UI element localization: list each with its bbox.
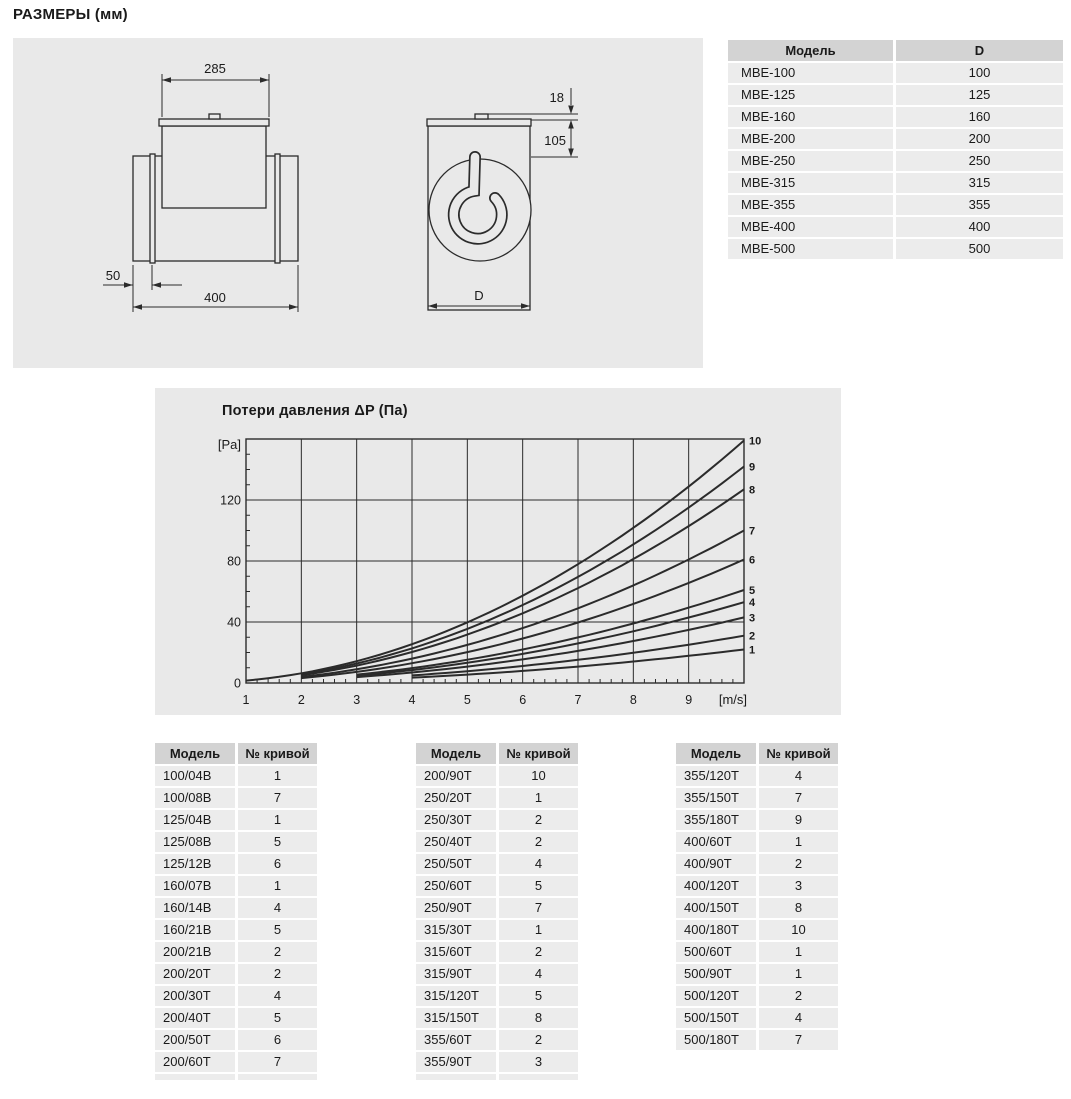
table-cell: 315/60T — [416, 942, 496, 962]
table-cell: 2 — [499, 1030, 578, 1050]
table-cell: 1 — [759, 832, 838, 852]
table-cell: 3 — [759, 876, 838, 896]
table-cell — [499, 1074, 578, 1080]
table-cell: 200/40T — [155, 1008, 235, 1028]
table-cell: 5 — [499, 986, 578, 1006]
table-row — [676, 832, 838, 852]
table-cell: 8 — [499, 1008, 578, 1028]
table-cell: 400 — [896, 217, 1063, 237]
table-cell: 2 — [499, 942, 578, 962]
table-row — [728, 195, 1063, 215]
table-row — [416, 854, 578, 874]
table-cell: 10 — [499, 766, 578, 786]
x-tick-label: 4 — [408, 693, 416, 707]
table-row — [155, 920, 317, 940]
table-header-row — [676, 743, 838, 764]
y-tick-label: 120 — [220, 493, 241, 508]
table-header-row — [728, 40, 1063, 61]
table-cell: 100/08B — [155, 788, 235, 808]
technical-drawing — [13, 38, 703, 368]
table-cell: MBE-200 — [728, 129, 893, 149]
table-cell: 250/60T — [416, 876, 496, 896]
table-cell: 400/150T — [676, 898, 756, 918]
table-cell: 400/90T — [676, 854, 756, 874]
table-row — [155, 1008, 317, 1028]
x-tick-label: 9 — [685, 693, 693, 707]
table-cell: 100/04B — [155, 766, 235, 786]
dim-285-label: 285 — [204, 61, 226, 76]
side-lid-knob — [475, 114, 488, 119]
table-cell: 200/60T — [155, 1052, 235, 1072]
curve-label-3: 3 — [749, 612, 756, 625]
table-cell: 315 — [896, 173, 1063, 193]
table-row — [728, 85, 1063, 105]
table-cell: 200/20T — [155, 964, 235, 984]
table-row — [416, 920, 578, 940]
table-cell: MBE-250 — [728, 151, 893, 171]
table-cell: 1 — [759, 942, 838, 962]
curve-label-10: 10 — [749, 435, 762, 448]
table-cell: 7 — [759, 788, 838, 808]
table-cell: 8 — [759, 898, 838, 918]
table-row — [155, 810, 317, 830]
table-row — [155, 788, 317, 808]
table-cell: 125/12B — [155, 854, 235, 874]
table-cell: 250/90T — [416, 898, 496, 918]
table-cell: 400/180T — [676, 920, 756, 940]
table-cell: 315/30T — [416, 920, 496, 940]
table-cell: MBE-100 — [728, 63, 893, 83]
table-cell: 125/08B — [155, 832, 235, 852]
table-cell: 7 — [759, 1030, 838, 1050]
table-cell: 2 — [238, 964, 317, 984]
table-cell: 5 — [238, 920, 317, 940]
table-cell: 1 — [238, 810, 317, 830]
table-cell: Модель — [416, 743, 496, 764]
table-cell: 6 — [238, 854, 317, 874]
table-cell: 4 — [238, 898, 317, 918]
x-tick-label: 2 — [297, 693, 305, 707]
table-cell: 400/120T — [676, 876, 756, 896]
table-row — [155, 964, 317, 984]
table-cell: 4 — [759, 766, 838, 786]
table-cell: 315/120T — [416, 986, 496, 1006]
table-cell: 1 — [759, 964, 838, 984]
left-flange-rib — [150, 154, 155, 263]
table-cell: 500 — [896, 239, 1063, 259]
table-cell: MBE-500 — [728, 239, 893, 259]
table-row — [416, 876, 578, 896]
table-row — [155, 942, 317, 962]
table-cell: 315/90T — [416, 964, 496, 984]
x-tick-label: 8 — [629, 693, 637, 707]
table-cell: № кривой — [759, 743, 838, 764]
x-tick-label: 7 — [574, 693, 582, 707]
dim-50-label: 50 — [105, 268, 121, 283]
table-cell: Модель — [728, 40, 893, 61]
table-row — [728, 129, 1063, 149]
dim-400-label: 400 — [204, 290, 226, 305]
table-cell: 400/60T — [676, 832, 756, 852]
table-row — [416, 986, 578, 1006]
table-cell: 1 — [499, 788, 578, 808]
model-diameter-table — [728, 40, 1063, 261]
curve-label-1: 1 — [749, 644, 756, 657]
table-cell: MBE-125 — [728, 85, 893, 105]
table-cell: № кривой — [499, 743, 578, 764]
table-cell: 500/90T — [676, 964, 756, 984]
terminal-box — [162, 126, 266, 208]
table-cell: 200 — [896, 129, 1063, 149]
table-cell: 200/50T — [155, 1030, 235, 1050]
table-row — [416, 1052, 578, 1072]
table-cell: 5 — [238, 832, 317, 852]
table-row — [155, 876, 317, 896]
table-cell: 200/30T — [155, 986, 235, 1006]
table-cell: 315/150T — [416, 1008, 496, 1028]
table-cell: 7 — [238, 1052, 317, 1072]
table-cell: 1 — [238, 876, 317, 896]
table-cell: 4 — [499, 964, 578, 984]
table-cell: MBE-160 — [728, 107, 893, 127]
table-header-row — [155, 743, 317, 764]
x-tick-label: 5 — [463, 693, 471, 707]
table-cell: 160/07B — [155, 876, 235, 896]
table-cell: 355/150T — [676, 788, 756, 808]
table-cell: 2 — [759, 986, 838, 1006]
table-cell — [416, 1074, 496, 1080]
table-cell: 250/30T — [416, 810, 496, 830]
table-row — [676, 788, 838, 808]
clipped-row — [155, 1074, 317, 1080]
table-cell: № кривой — [238, 743, 317, 764]
table-row — [416, 898, 578, 918]
table-row — [728, 107, 1063, 127]
table-row — [676, 854, 838, 874]
table-row — [676, 898, 838, 918]
table-row — [728, 217, 1063, 237]
terminal-box-lid — [159, 119, 269, 126]
table-cell: 250 — [896, 151, 1063, 171]
table-cell: 3 — [499, 1052, 578, 1072]
lid-knob — [209, 114, 220, 119]
chart-title: Потери давления ΔP (Па) — [222, 403, 408, 419]
table-row — [155, 898, 317, 918]
front-view — [133, 114, 298, 263]
table-cell: MBE-355 — [728, 195, 893, 215]
table-cell: 4 — [238, 986, 317, 1006]
table-cell: D — [896, 40, 1063, 61]
table-cell: 9 — [759, 810, 838, 830]
table-cell: 250/20T — [416, 788, 496, 808]
curve-label-5: 5 — [749, 585, 756, 597]
table-row — [676, 1030, 838, 1050]
x-tick-label: 6 — [519, 693, 527, 707]
table-row — [416, 942, 578, 962]
right-flange-rib — [275, 154, 280, 263]
table-cell: 4 — [759, 1008, 838, 1028]
curve-label-8: 8 — [749, 484, 756, 497]
y-tick-label: 0 — [234, 676, 241, 691]
dimensions-drawing-panel — [13, 38, 703, 368]
table-cell: 1 — [238, 766, 317, 786]
table-row — [155, 766, 317, 786]
table-cell: MBE-315 — [728, 173, 893, 193]
table-cell: 500/120T — [676, 986, 756, 1006]
dim-105-label: 105 — [544, 133, 566, 148]
y-tick-label: 80 — [227, 554, 241, 569]
table-cell: 250/50T — [416, 854, 496, 874]
table-header-row — [416, 743, 578, 764]
x-axis-unit: [m/s] — [718, 692, 747, 707]
x-tick-label: 3 — [353, 693, 361, 707]
table-row — [676, 942, 838, 962]
x-tick-label: 1 — [242, 693, 250, 707]
y-tick-label: 40 — [227, 615, 241, 630]
table-cell: 2 — [499, 832, 578, 852]
table-cell: 160/21B — [155, 920, 235, 940]
table-cell: 10 — [759, 920, 838, 940]
table-row — [676, 810, 838, 830]
table-cell: 2 — [759, 854, 838, 874]
table-row — [416, 788, 578, 808]
table-cell: 6 — [238, 1030, 317, 1050]
table-cell: Модель — [155, 743, 235, 764]
table-row — [676, 766, 838, 786]
table-cell: Модель — [676, 743, 756, 764]
table-row — [416, 810, 578, 830]
table-row — [416, 1030, 578, 1050]
table-row — [728, 173, 1063, 193]
curve-label-9: 9 — [749, 461, 756, 474]
page-title: РАЗМЕРЫ (мм) — [13, 6, 128, 23]
table-row — [155, 854, 317, 874]
table-cell — [238, 1074, 317, 1080]
table-row — [676, 964, 838, 984]
table-cell: 500/60T — [676, 942, 756, 962]
table-cell: 355/60T — [416, 1030, 496, 1050]
y-axis-unit: [Pa] — [217, 437, 241, 452]
table-row — [728, 63, 1063, 83]
table-cell: 200/90T — [416, 766, 496, 786]
table-cell: 200/21B — [155, 942, 235, 962]
table-row — [676, 876, 838, 896]
table-row — [155, 832, 317, 852]
table-cell: 125 — [896, 85, 1063, 105]
table-row — [416, 832, 578, 852]
side-view — [427, 114, 531, 310]
curve-label-6: 6 — [749, 554, 756, 567]
curve-table-2 — [416, 743, 578, 1082]
table-cell: 355/180T — [676, 810, 756, 830]
table-cell: MBE-400 — [728, 217, 893, 237]
table-cell: 7 — [499, 898, 578, 918]
curve-table-1 — [155, 743, 317, 1082]
table-cell: 5 — [499, 876, 578, 896]
table-cell: 160/14B — [155, 898, 235, 918]
pressure-curve-4 — [357, 602, 744, 676]
table-row — [676, 1008, 838, 1028]
table-row — [728, 239, 1063, 259]
table-row — [155, 1030, 317, 1050]
pressure-loss-chart-panel — [155, 388, 841, 715]
table-row — [155, 986, 317, 1006]
table-cell: 4 — [499, 854, 578, 874]
table-row — [676, 920, 838, 940]
table-cell: 355 — [896, 195, 1063, 215]
pressure-loss-chart — [155, 388, 841, 715]
table-row — [416, 1008, 578, 1028]
side-lid — [427, 119, 531, 126]
table-cell: 250/40T — [416, 832, 496, 852]
table-cell: 5 — [238, 1008, 317, 1028]
table-cell — [155, 1074, 235, 1080]
table-cell: 1 — [499, 920, 578, 940]
table-cell: 160 — [896, 107, 1063, 127]
table-row — [416, 766, 578, 786]
table-cell: 355/90T — [416, 1052, 496, 1072]
table-row — [155, 1052, 317, 1072]
clipped-row — [416, 1074, 578, 1080]
table-cell: 500/150T — [676, 1008, 756, 1028]
dim-18-label: 18 — [549, 90, 564, 105]
table-row — [728, 151, 1063, 171]
table-row — [676, 986, 838, 1006]
table-cell: 100 — [896, 63, 1063, 83]
table-cell: 7 — [238, 788, 317, 808]
curve-label-2: 2 — [749, 630, 756, 643]
dim-D-label: D — [474, 288, 484, 303]
table-row — [416, 964, 578, 984]
table-cell: 500/180T — [676, 1030, 756, 1050]
table-cell: 2 — [238, 942, 317, 962]
table-cell: 2 — [499, 810, 578, 830]
curve-label-4: 4 — [749, 597, 756, 610]
curve-label-7: 7 — [749, 525, 756, 538]
table-cell: 125/04B — [155, 810, 235, 830]
curve-table-3 — [676, 743, 838, 1052]
table-cell: 355/120T — [676, 766, 756, 786]
